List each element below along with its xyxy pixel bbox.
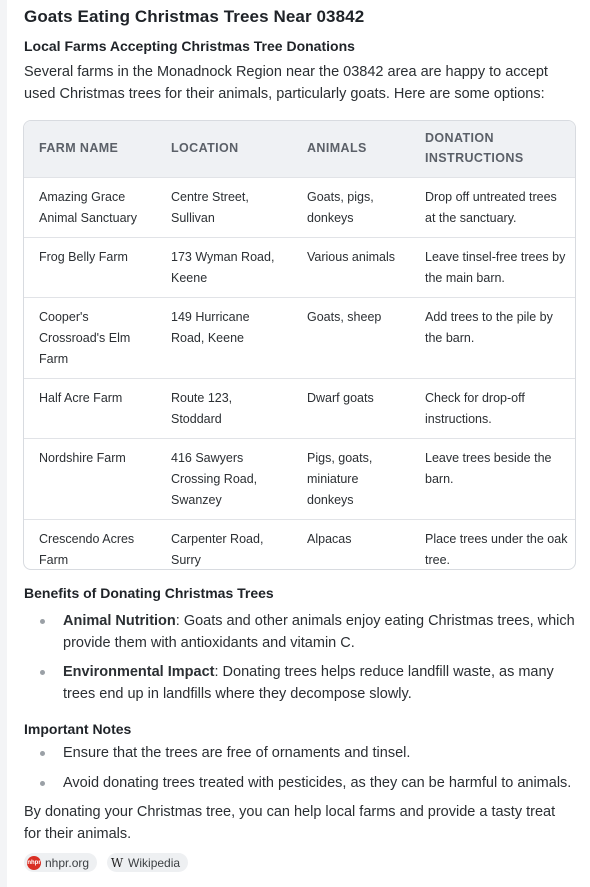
cell-location: 173 Wyman Road, Keene [156, 238, 292, 298]
cell-farm-name: Nordshire Farm [24, 439, 156, 520]
section-heading-notes: Important Notes [24, 721, 132, 737]
intro-paragraph: Several farms in the Monadnock Region near the 03842 area are happy to accept used Christmas trees for their animals, particularly goats. Here are some options: [24, 64, 548, 102]
source-chip-nhpr[interactable] [24, 853, 97, 872]
table-row [24, 238, 576, 298]
cell-location: Route 123, Stoddard [156, 379, 292, 439]
cell-instructions: Leave tinsel-free trees by the main barn. [410, 238, 576, 298]
closing-paragraph: By donating your Christmas tree, you can help local farms and provide a tasty treat for their animals. [24, 804, 556, 842]
cell-farm-name: Half Acre Farm [24, 379, 156, 439]
list-item [24, 742, 579, 764]
cell-animals: Goats, sheep [292, 298, 410, 379]
cell-farm-name: Frog Belly Farm [24, 238, 156, 298]
cell-animals: Goats, pigs, donkeys [292, 178, 410, 238]
notes-list [24, 742, 579, 794]
note-text: Avoid donating trees treated with pesticides, as they can be harmful to animals. [63, 775, 572, 791]
cell-instructions: Drop off untreated trees at the sanctuary. [410, 178, 576, 238]
table-row [24, 379, 576, 439]
benefit-term: Animal Nutrition [63, 613, 176, 629]
table-row [24, 520, 576, 571]
answer-card [7, 0, 590, 887]
table-row [24, 178, 576, 238]
cell-location: 416 Sawyers Crossing Road, Swanzey [156, 439, 292, 520]
table-row [24, 298, 576, 379]
cell-animals: Various animals [292, 238, 410, 298]
column-header-location: LOCATION [156, 121, 292, 178]
source-chip-wikipedia[interactable] [107, 853, 188, 872]
cell-location: Centre Street, Sullivan [156, 178, 292, 238]
cell-instructions: Place trees under the oak tree. [410, 520, 576, 571]
source-chips [24, 853, 188, 872]
list-item [24, 610, 579, 654]
column-header-animals: ANIMALS [292, 121, 410, 178]
list-item [24, 772, 579, 794]
cell-farm-name: Cooper's Crossroad's Elm Farm [24, 298, 156, 379]
benefit-term: Environmental Impact [63, 664, 215, 680]
cell-location: Carpenter Road, Surry [156, 520, 292, 571]
note-text: Ensure that the trees are free of ornaments and tinsel. [63, 745, 411, 761]
bullet-icon [40, 670, 45, 675]
wikipedia-icon: W [110, 855, 124, 870]
cell-farm-name: Amazing Grace Animal Sanctuary [24, 178, 156, 238]
page-title: Goats Eating Christmas Trees Near 03842 [24, 7, 365, 26]
cell-farm-name: Crescendo Acres Farm [24, 520, 156, 571]
source-label: nhpr.org [45, 855, 90, 870]
list-item [24, 661, 579, 705]
benefit-text: : Donating trees helps reduce landfill waste, as many trees end up in landfills where they decompose slowly. [63, 664, 554, 702]
column-header-farm-name: FARM NAME [24, 121, 156, 178]
bullet-icon [40, 751, 45, 756]
cell-instructions: Check for drop-off instructions. [410, 379, 576, 439]
farms-table [23, 120, 576, 570]
bullet-icon [40, 781, 45, 786]
cell-animals: Alpacas [292, 520, 410, 571]
benefits-list [24, 610, 579, 705]
cell-instructions: Leave trees beside the barn. [410, 439, 576, 520]
cell-animals: Dwarf goats [292, 379, 410, 439]
section-heading-farms: Local Farms Accepting Christmas Tree Donations [24, 38, 355, 54]
table-row [24, 439, 576, 520]
table-header-row [24, 121, 576, 178]
cell-location: 149 Hurricane Road, Keene [156, 298, 292, 379]
section-heading-benefits: Benefits of Donating Christmas Trees [24, 585, 274, 601]
source-label: Wikipedia [128, 855, 181, 870]
column-header-donation-instructions: DONATION INSTRUCTIONS [410, 121, 576, 178]
cell-animals: Pigs, goats, miniature donkeys [292, 439, 410, 520]
nhpr-icon: nhpr [27, 856, 41, 870]
bullet-icon [40, 619, 45, 624]
cell-instructions: Add trees to the pile by the barn. [410, 298, 576, 379]
benefit-text: : Goats and other animals enjoy eating Christmas trees, which provide them with antioxidants and vitamin C. [63, 613, 575, 651]
